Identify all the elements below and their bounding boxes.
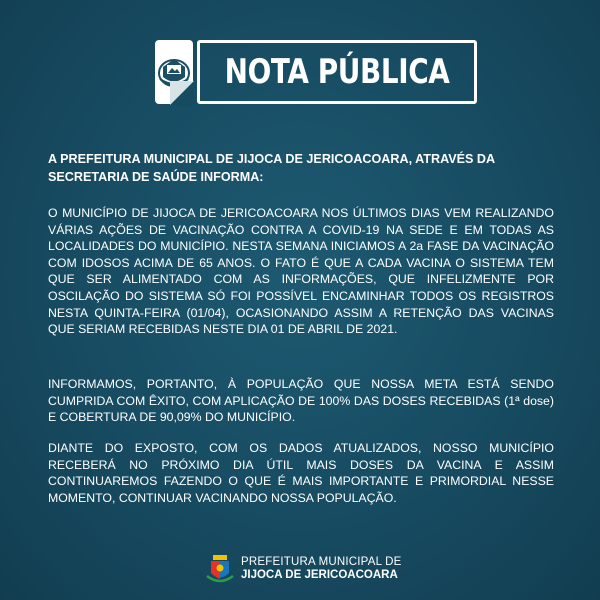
footer-text [241, 556, 402, 582]
footer-line-2: JIJOCA DE JERICOACOARA [241, 569, 398, 581]
seal-card [155, 40, 193, 104]
footer-branding [205, 554, 402, 584]
paragraph-next-steps: DIANTE DO EXPOSTO, COM OS DADOS ATUALIZADOS, NOSSO MUNICÍPIO RECEBERÁ NO PRÓXIMO DIA ÚTIL MAIS DOSES DA VACINA E ASSIM CONTINUAREMOS FAZENDO O QUE É MAIS IMPORTANTE E PRIMORDIAL NESSE MOMENTO, CONTINUAR VACINANDO NOSSA POPULAÇÃO. [48, 441, 554, 505]
nota-publica-header [155, 40, 450, 112]
footer-line-1: PREFEITURA MUNICIPAL DE [241, 556, 402, 568]
title-frame [197, 40, 477, 104]
page-title: NOTA PÚBLICA [224, 52, 450, 92]
municipal-crest-icon [205, 554, 235, 584]
paragraph-vaccination-status: O MUNICÍPIO DE JIJOCA DE JERICOACOARA NOS ÚLTIMOS DIAS VEM REALIZANDO VÁRIAS AÇÕES DE VACINAÇÃO CONTRA A COVID-19 NA SEDE E EM TODAS AS LOCALIDADES DO MUNICÍPIO. NESTA SEMANA INICIAMOS A 2a FASE DA VACINAÇÃO COM IDOSOS ACIMA DE 65 ANOS. O FATO É QUE A CADA VACINA O SISTEMA TEM QUE SER ALIMENTADO COM AS INFORMAÇÕES, QUE INFELIZMENTE POR OSCILAÇÃO DO SISTEMA SÓ FOI POSSÍVEL ENCAMINHAR TODOS OS REGISTROS NESTA QUINTA-FEIRA (01/04), OCASIONANDO ASSIM A RETENÇÃO DAS VACINAS QUE SERIAM RECEBIDAS NESTE DIA 01 DE ABRIL DE 2021. [48, 206, 554, 337]
paragraph-coverage: INFORMAMOS, PORTANTO, À POPULAÇÃO QUE NOSSA META ESTÁ SENDO CUMPRIDA COM ÊXITO, COM APLICAÇÃO DE 100% DAS DOSES RECEBIDAS (1ª dose) E COBERTURA DE 90,09% DO MUNICÍPIO. [48, 377, 554, 425]
notice-heading: A PREFEITURA MUNICIPAL DE JIJOCA DE JERICOACOARA, ATRAVÉS DA SECRETARIA DE SAÚDE INFORMA: [48, 152, 495, 184]
